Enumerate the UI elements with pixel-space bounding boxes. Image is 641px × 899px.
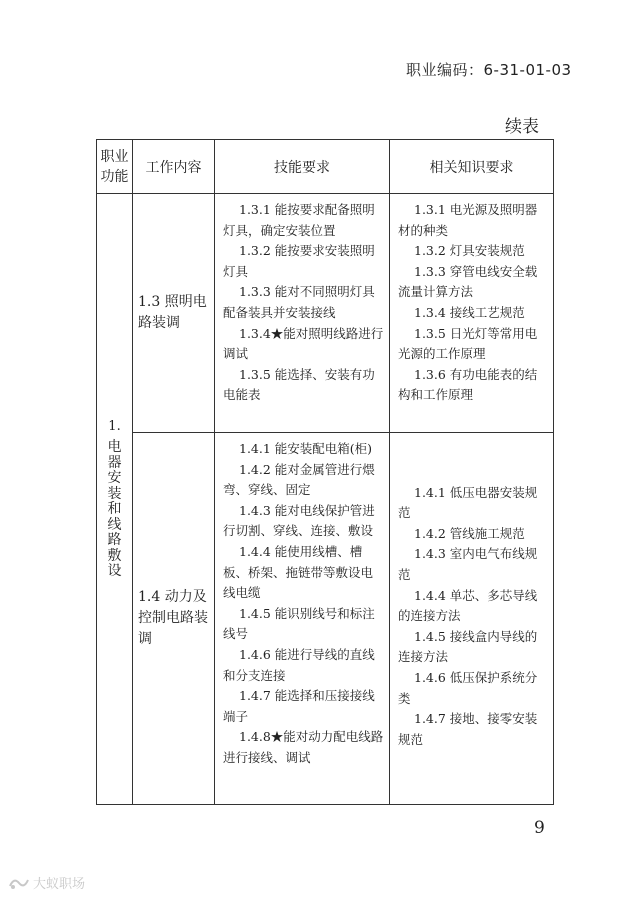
watermark — [8, 873, 85, 892]
knowledge-item: 1.4.1 低压电器安装规范 — [398, 484, 538, 521]
knowledge-item: 1.3.3 穿管电线安全载流量计算方法 — [398, 263, 538, 300]
skill-item: 1.3.3 能对不同照明灯具配备装具并安装接线 — [223, 284, 375, 320]
skills-table — [96, 139, 554, 805]
skill-item: 1.3.4★能对照明线路进行调试 — [223, 325, 384, 362]
table-header-row — [97, 140, 554, 194]
function-char: 路 — [107, 532, 122, 548]
skill-item: 1.4.2 能对金属管进行煨弯、穿线、固定 — [223, 461, 375, 498]
knowledge-item: 1.4.6 低压保护系统分类 — [398, 669, 538, 706]
header-content: 工作内容 — [133, 140, 215, 194]
header-function-line2: 功能 — [100, 168, 129, 185]
watermark-text: 大蚁职场 — [33, 877, 86, 892]
knowledge-item: 1.3.4 接线工艺规范 — [414, 304, 525, 320]
knowledge-item: 1.4.7 接地、接零安装规范 — [398, 711, 538, 747]
skill-item: 1.3.5 能选择、安装有功电能表 — [223, 366, 375, 403]
header-knowledge: 相关知识要求 — [390, 140, 554, 194]
skill-item: 1.4.5 能识别线号和标注线号 — [223, 605, 375, 642]
function-char: 装 — [107, 485, 122, 502]
knowledge-item: 1.3.2 灯具安装规范 — [414, 243, 525, 259]
function-cell — [97, 194, 133, 805]
content-cell: 1.3 照明电路装调 — [133, 194, 215, 433]
knowledge-item: 1.4.4 单芯、多芯导线的连接方法 — [398, 587, 538, 624]
header-skills: 技能要求 — [215, 140, 390, 194]
header-function-line1: 职业 — [100, 148, 129, 165]
content-cell: 1.4 动力及控制电路装调 — [133, 433, 215, 805]
function-number: 1. — [108, 418, 121, 434]
function-char: 安 — [107, 470, 122, 486]
knowledge-item: 1.3.1 电光源及照明器材的种类 — [398, 202, 538, 238]
header-function — [97, 140, 133, 194]
function-char: 和 — [107, 501, 122, 517]
knowledge-item: 1.3.6 有功电能表的结构和工作原理 — [398, 366, 538, 403]
knowledge-item: 1.4.2 管线施工规范 — [414, 525, 525, 541]
table-row — [97, 194, 554, 433]
skill-item: 1.4.7 能选择和压接接线端子 — [223, 688, 375, 724]
page-number: 9 — [534, 818, 545, 838]
skill-item: 1.3.2 能按要求安装照明灯具 — [223, 243, 375, 279]
knowledge-cell — [390, 433, 554, 805]
continued-label: 续表 — [505, 117, 539, 137]
skill-item: 1.4.4 能使用线槽、槽板、桥架、拖链带等敷设电线电缆 — [223, 543, 374, 601]
function-vertical-text — [107, 419, 123, 580]
function-char: 电 — [107, 439, 122, 455]
occupation-code: 职业编码：6-31-01-03 — [406, 61, 572, 79]
table-row — [97, 433, 554, 805]
skill-item: 1.3.1 能按要求配备照明灯具，确定安装位置 — [223, 202, 375, 238]
skill-item: 1.4.8★能对动力配电线路进行接线、调试 — [223, 729, 384, 765]
function-char: 敷 — [107, 547, 122, 564]
function-char: 器 — [107, 454, 122, 471]
skill-item: 1.4.1 能安装配电箱(柜) — [239, 441, 373, 456]
function-char: 线 — [107, 516, 122, 533]
skill-item: 1.4.3 能对电线保护管进行切割、穿线、连接、敷设 — [223, 502, 375, 539]
skill-item: 1.4.6 能进行导线的直线和分支连接 — [223, 646, 375, 683]
skills-cell — [215, 194, 390, 433]
knowledge-item: 1.3.5 日光灯等常用电光源的工作原理 — [398, 325, 538, 362]
skills-cell — [215, 433, 390, 805]
knowledge-item: 1.4.5 接线盒内导线的连接方法 — [398, 628, 538, 665]
knowledge-cell — [390, 194, 554, 433]
knowledge-item: 1.4.3 室内电气布线规范 — [398, 546, 538, 583]
function-char: 设 — [107, 563, 122, 579]
watermark-logo-icon — [8, 876, 30, 890]
